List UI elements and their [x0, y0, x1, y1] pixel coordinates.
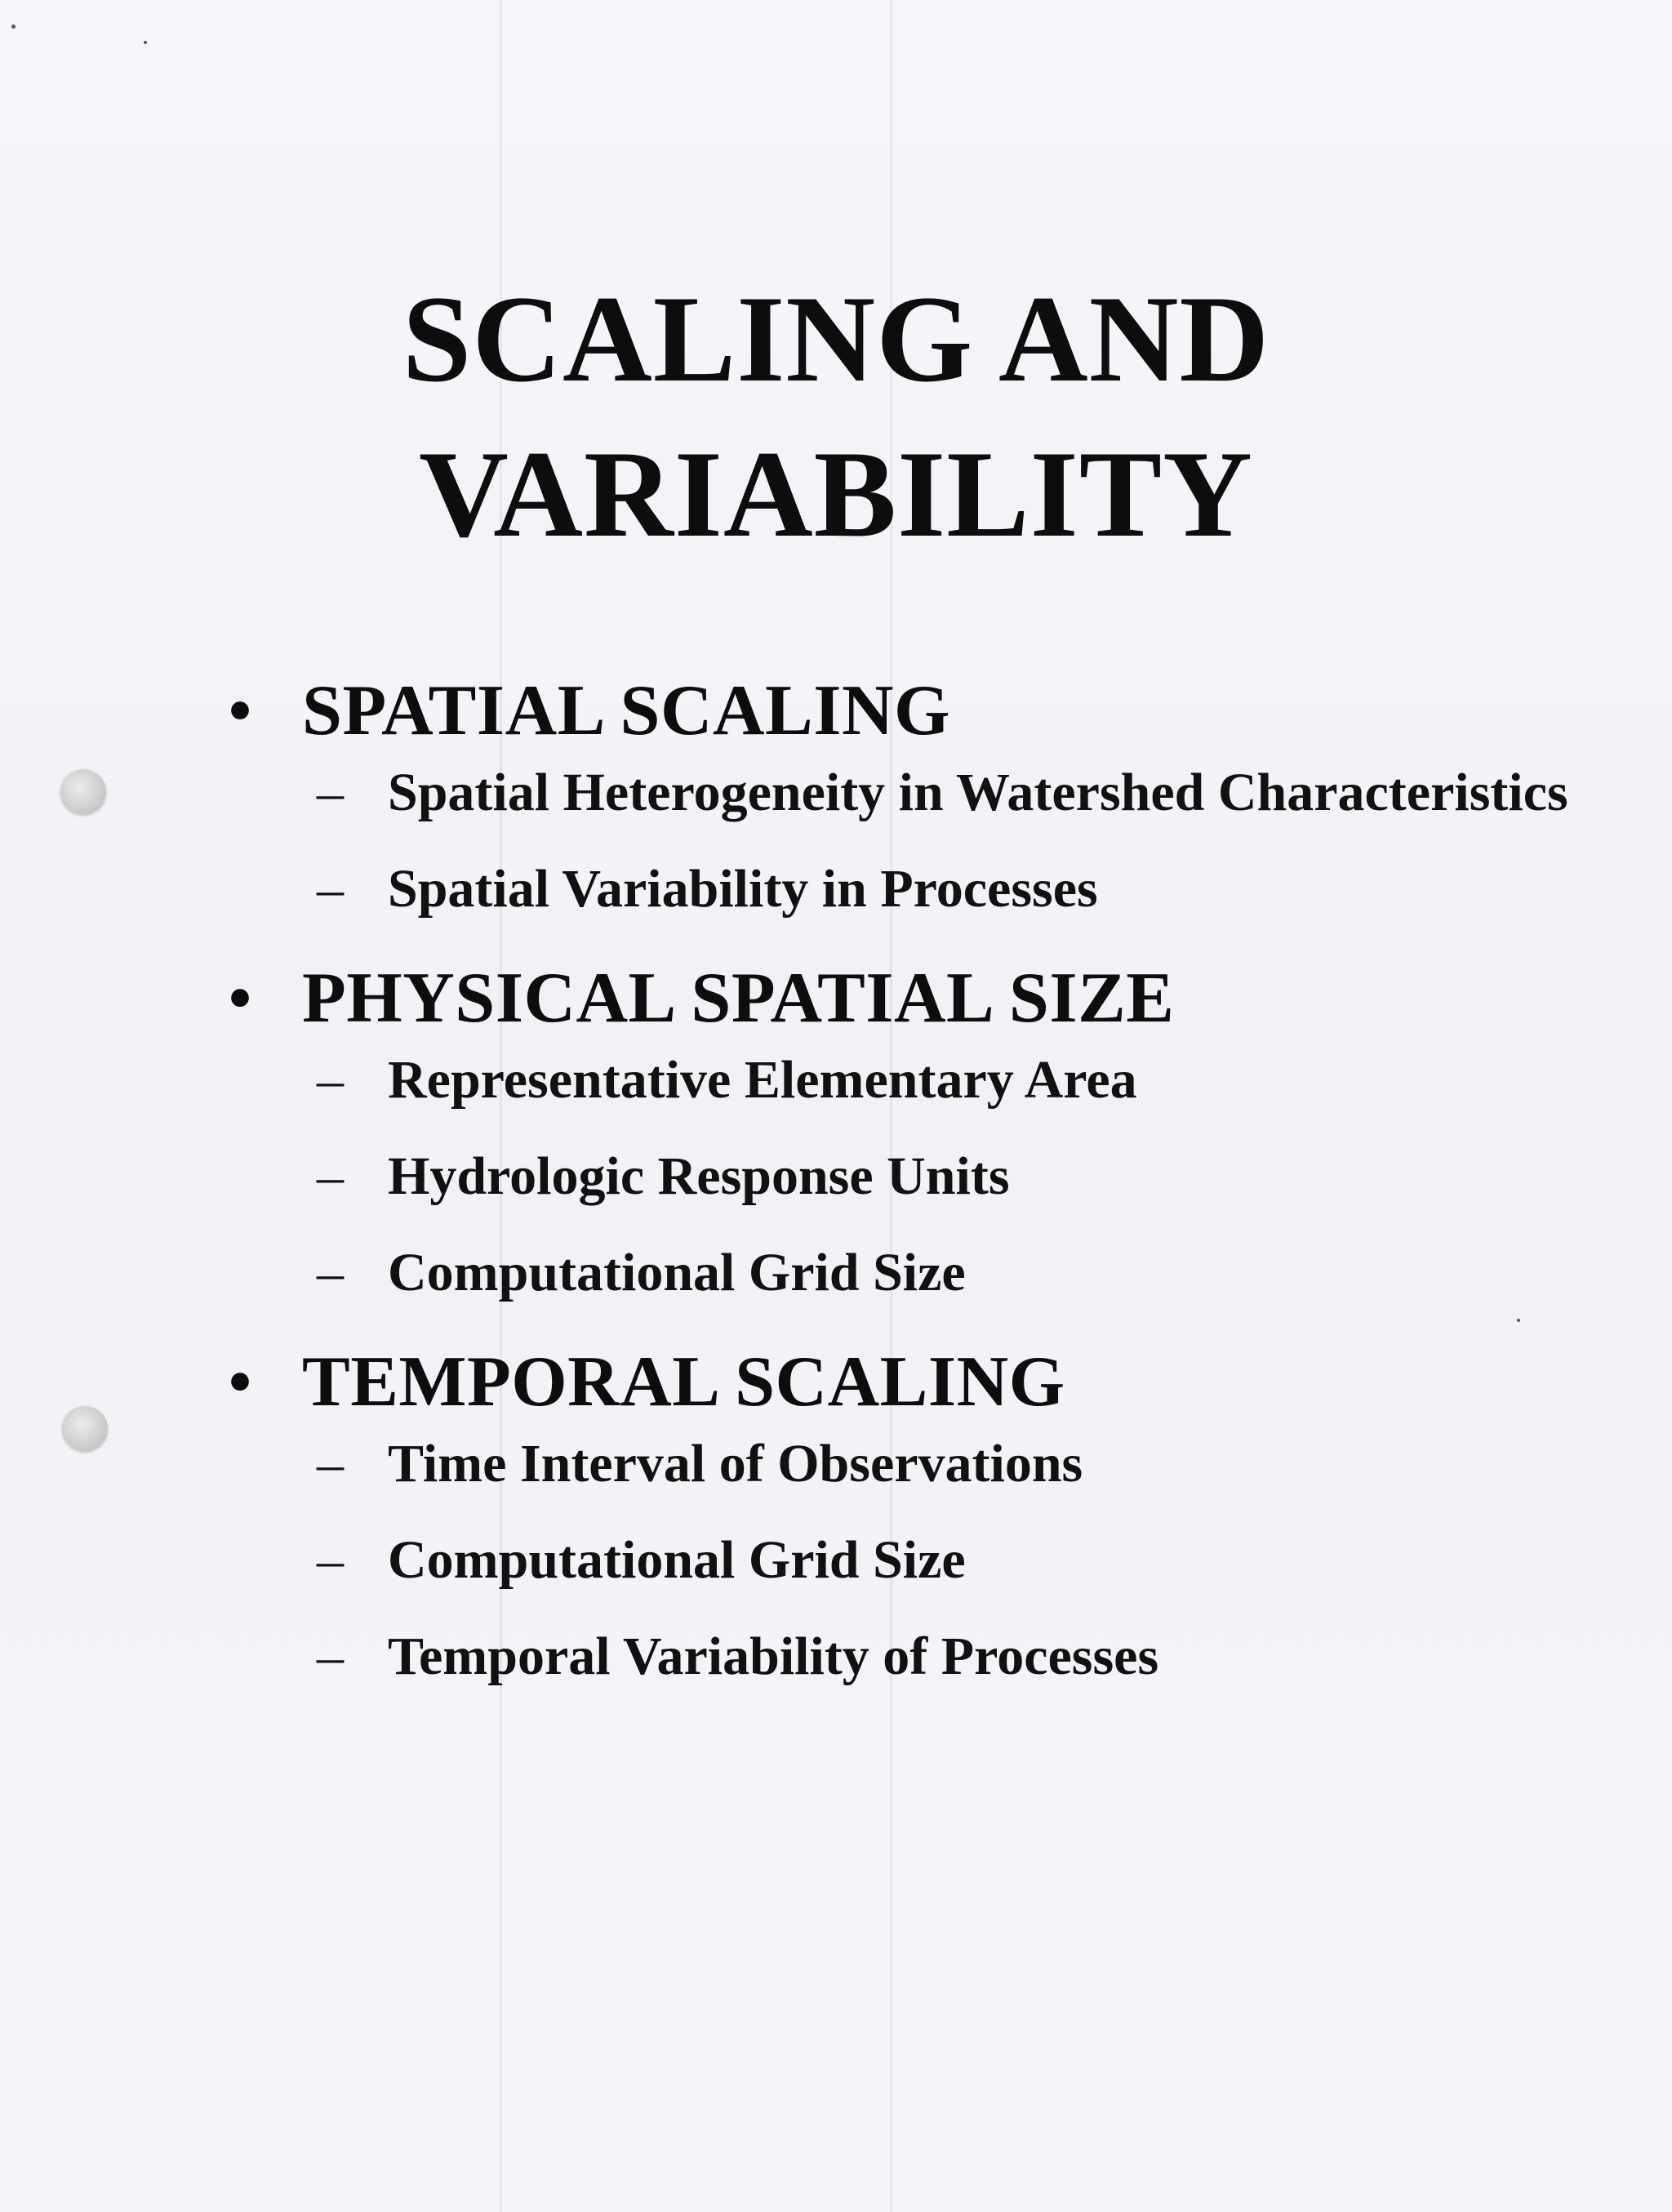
dash-icon: –	[317, 1243, 344, 1302]
list-item-text: Time Interval of Observations	[388, 1434, 1083, 1493]
section-heading-text: SPATIAL SCALING	[302, 671, 950, 750]
page-title-line-1: SCALING AND	[402, 270, 1270, 407]
list-item	[229, 1048, 1612, 1113]
dash-icon: –	[317, 1627, 344, 1686]
section-heading-text: PHYSICAL SPATIAL SIZE	[302, 959, 1175, 1038]
bullet-icon: •	[229, 963, 252, 1035]
section-temporal-scaling	[229, 1337, 1649, 1689]
list-item	[229, 1528, 1612, 1593]
dash-icon: –	[317, 1050, 344, 1110]
list-item-text: Computational Grid Size	[388, 1243, 966, 1302]
sub-list	[229, 1431, 1649, 1689]
section-physical-spatial-size	[229, 953, 1649, 1306]
section-heading	[229, 953, 1649, 1044]
dash-icon: –	[317, 1434, 344, 1493]
list-item	[229, 1240, 1612, 1306]
list-item	[229, 1144, 1612, 1209]
list-item	[229, 760, 1612, 826]
page-title	[0, 261, 1672, 572]
list-item-text: Representative Elementary Area	[388, 1050, 1137, 1110]
section-heading	[229, 665, 1649, 757]
dash-icon: –	[317, 1146, 344, 1206]
dash-icon: –	[317, 859, 344, 919]
bullet-icon: •	[229, 675, 252, 747]
list-item-text: Computational Grid Size	[388, 1530, 966, 1590]
list-item-text: Hydrologic Response Units	[388, 1146, 1010, 1206]
scan-speck	[144, 41, 147, 44]
sub-list	[229, 760, 1649, 922]
scan-speck	[11, 24, 16, 29]
bullet-icon: •	[229, 1346, 252, 1418]
page-title-line-2: VARIABILITY	[419, 425, 1253, 563]
list-item-text: Spatial Variability in Processes	[388, 859, 1098, 919]
dash-icon: –	[317, 1530, 344, 1590]
dash-icon: –	[317, 763, 344, 822]
outline-list	[229, 665, 1649, 1720]
section-spatial-scaling	[229, 665, 1649, 922]
section-heading-text: TEMPORAL SCALING	[302, 1342, 1065, 1422]
list-item-text: Spatial Heterogeneity in Watershed Characteristics	[388, 763, 1568, 822]
list-item	[229, 1431, 1612, 1497]
section-heading	[229, 1337, 1649, 1428]
list-item	[229, 1624, 1612, 1689]
punch-hole-icon	[62, 1406, 108, 1452]
list-item	[229, 857, 1612, 922]
punch-hole-icon	[60, 769, 106, 815]
list-item-text: Temporal Variability of Processes	[388, 1627, 1159, 1686]
sub-list	[229, 1048, 1649, 1306]
